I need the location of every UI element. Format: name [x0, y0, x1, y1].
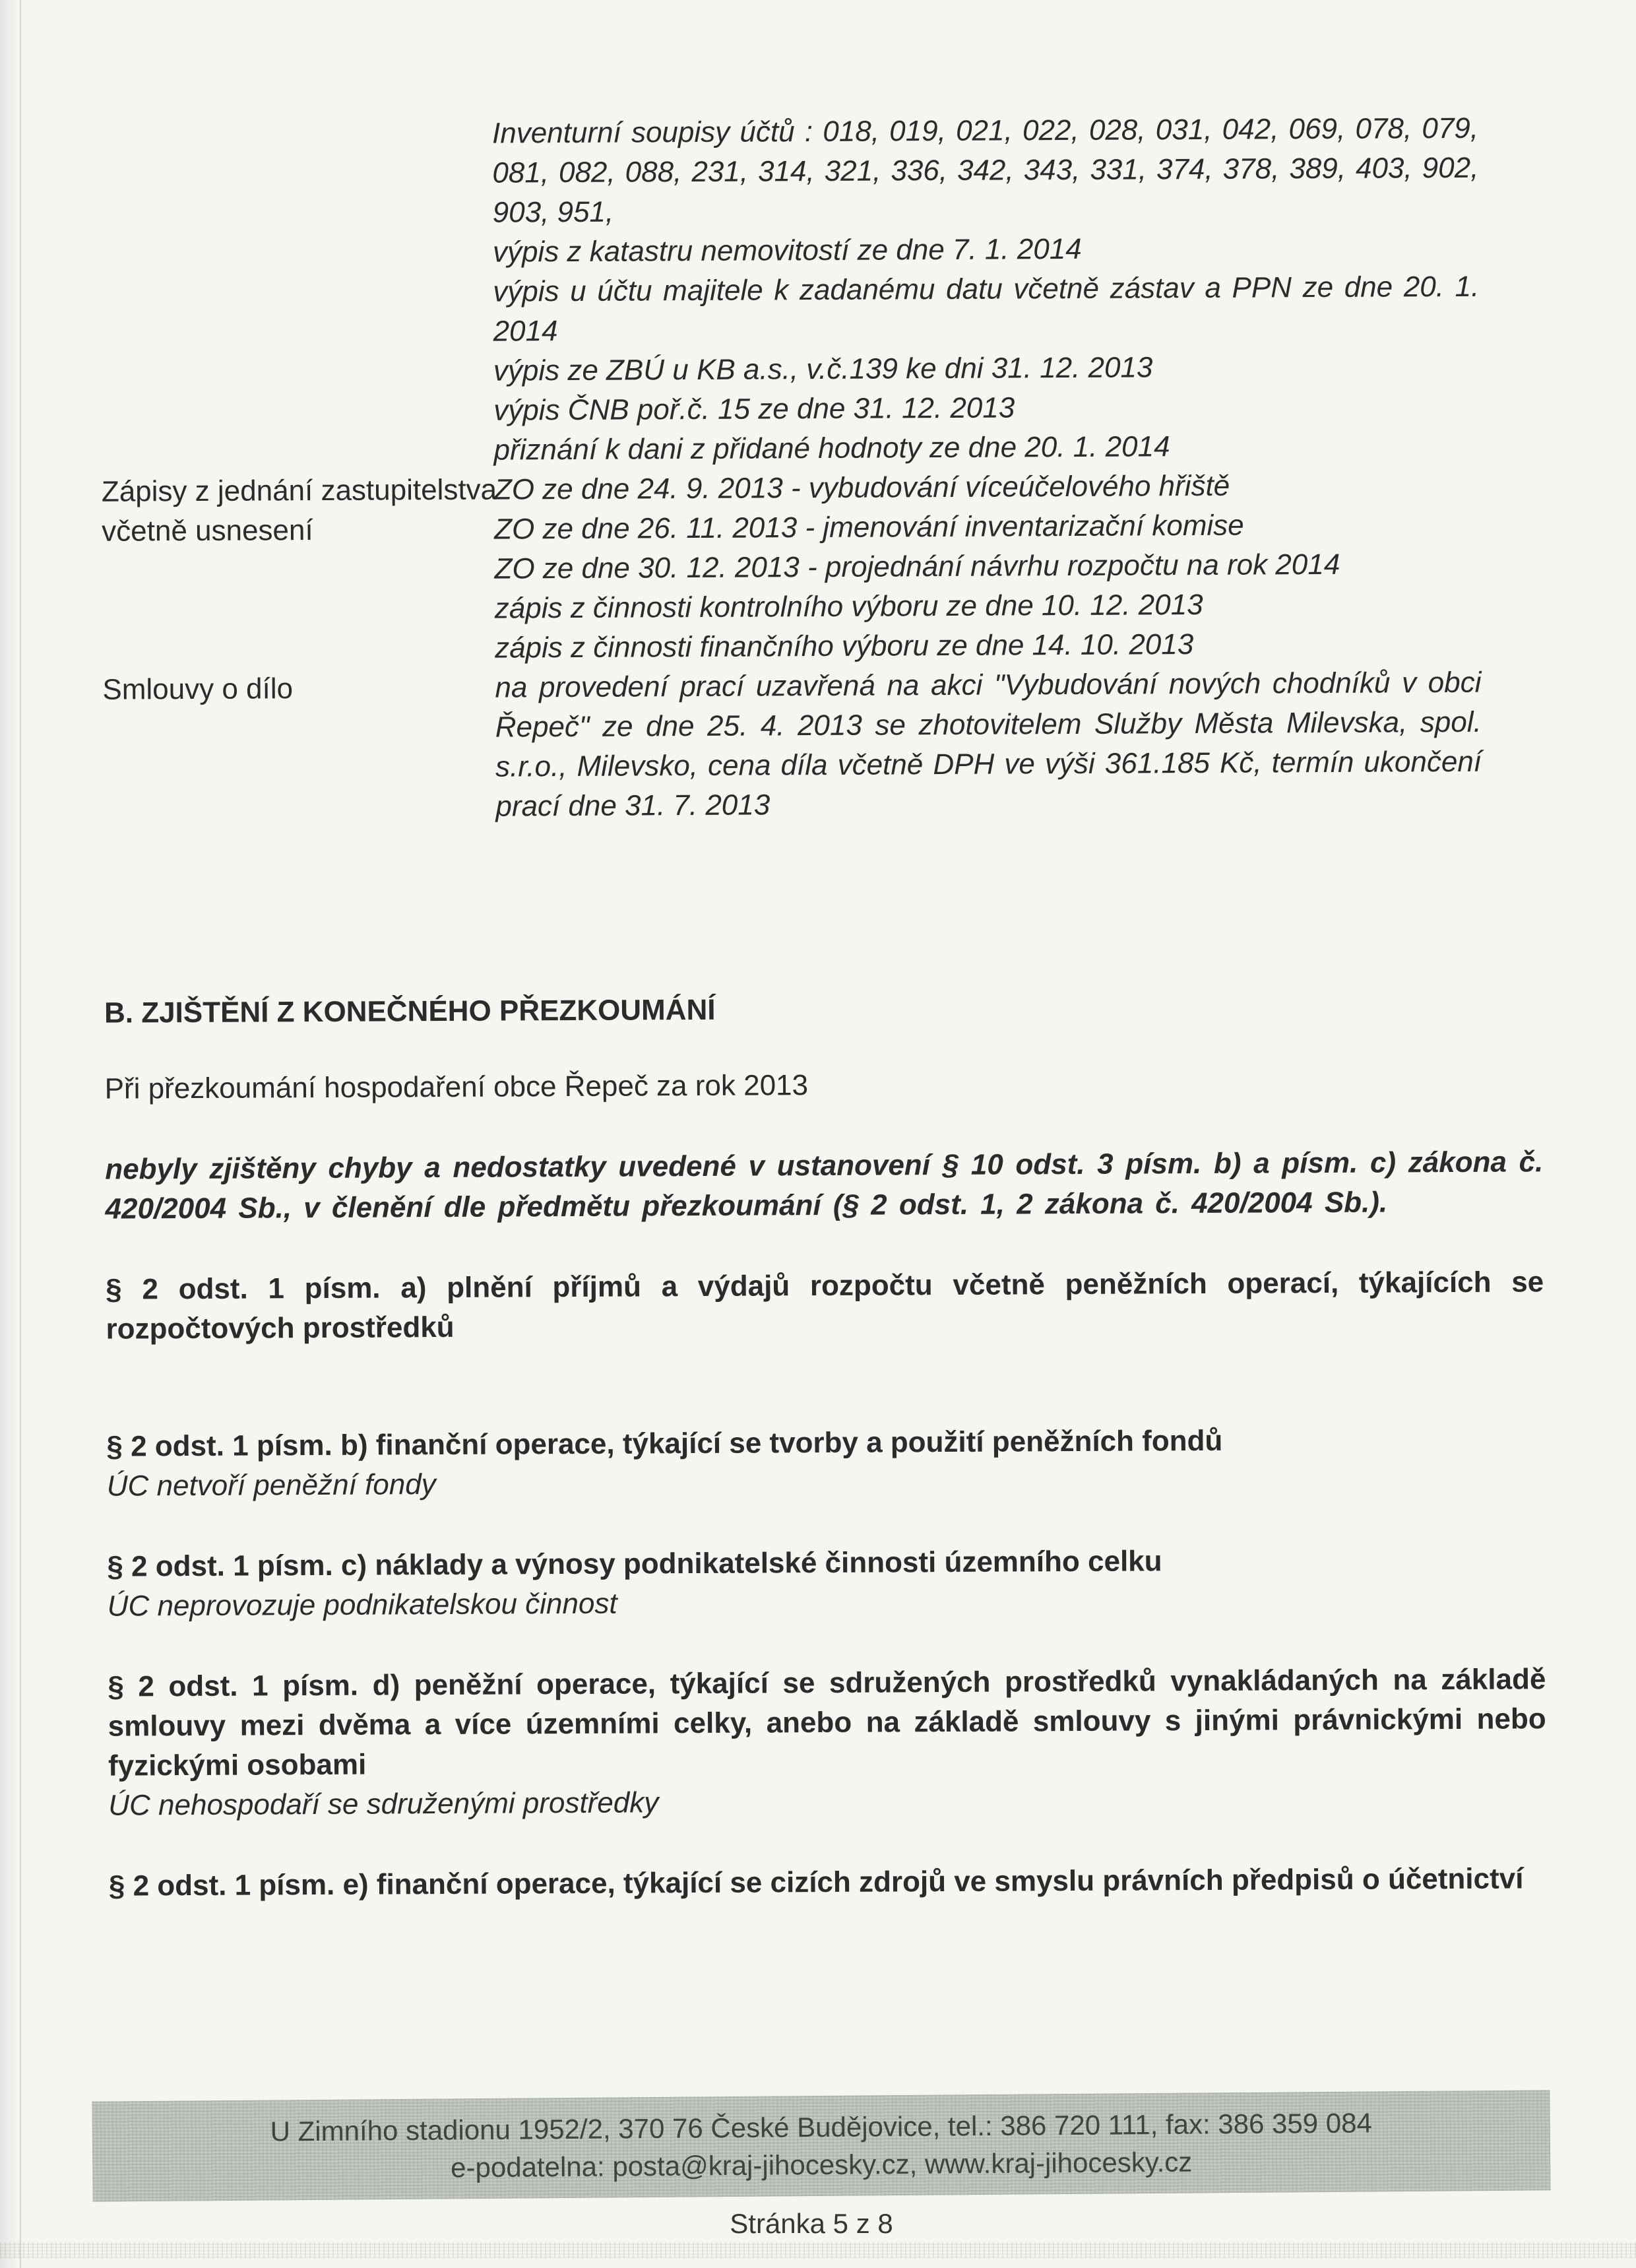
contract-entry: na provedení prací uzavřená na akci "Vybudování nových chodníků v obci Řepeč" ze dne 25. 4. 2013 se zhotovitelem Služby Města Milevska, spol. s.r.o., Milevsko, cena díla včetně DPH ve výši 361.185 Kč, termín ukončení prací dne 31. 7. 2013	[495, 666, 1482, 823]
council-minutes-label	[102, 470, 495, 670]
paragraph-d	[108, 1660, 1546, 1825]
paragraph-note: ÚC nehospodaří se sdruženými prostředky	[108, 1786, 659, 1822]
attachment-entry: výpis ČNB poř.č. 15 ze dne 31. 12. 2013	[493, 391, 1015, 427]
attachment-entry: výpis u účtu majitele k zadanému datu včetně zástav a PPN ze dne 20. 1. 2014	[493, 270, 1480, 348]
paragraph-note: ÚC netvoří peněžní fondy	[106, 1468, 436, 1503]
paragraph-e	[109, 1859, 1547, 1906]
page-number: Stránka 5 z 8	[730, 2208, 893, 2239]
contracts-label: Smlouvy o dílo	[102, 672, 294, 706]
paragraph-heading: § 2 odst. 1 písm. d) peněžní operace, týkající se sdružených prostředků vynakládaných na základě smlouvy mezi dvěma a více územními celky, anebo na základě smlouvy s jinými právnickými nebo fyzickými osobami	[108, 1663, 1546, 1782]
attachments-section	[100, 108, 1540, 472]
attachment-entry: Inventurní soupisy účtů : 018, 019, 021, 022, 028, 031, 042, 069, 078, 079, 081, 082, 088, 231, 314, 321, 336, 342, 343, 331, 374, 378, 389, 403, 902, 903, 951,	[491, 112, 1479, 229]
section-b-finding: nebyly zjištěny chyby a nedostatky uvedené v ustanovení § 10 odst. 3 písm. b) a písm. c) zákona č. 420/2004 Sb., v členění dle předmětu přezkoumání (§ 2 odst. 1, 2 zákona č. 420/2004 Sb.).	[105, 1146, 1544, 1225]
section-b-heading: B. ZJIŠTĚNÍ Z KONEČNÉHO PŘEZKOUMÁNÍ	[104, 993, 716, 1029]
council-minutes-label-line: včetně usnesení	[102, 514, 313, 548]
paragraph-a	[106, 1262, 1544, 1349]
council-entry: ZO ze dne 24. 9. 2013 - vybudování víceúčelového hřiště	[493, 469, 1230, 506]
attachment-entry: přiznání k dani z přidané hodnoty ze dne 20. 1. 2014	[493, 430, 1170, 467]
council-entry: zápis z činnosti finančního výboru ze dne 14. 10. 2013	[495, 628, 1194, 664]
section-b-intro: Při přezkoumání hospodaření obce Řepeč za rok 2013	[104, 1069, 809, 1105]
attachments-entries	[492, 109, 1480, 470]
attachment-entry: výpis z katastru nemovitostí ze dne 7. 1. 2014	[492, 232, 1082, 269]
footer-address-line: U Zimního stadionu 1952/2, 370 76 České Budějovice, tel.: 386 720 111, fax: 386 359 084	[270, 2107, 1373, 2147]
paragraph-heading: § 2 odst. 1 písm. b) finanční operace, týkající se tvorby a použití peněžních fondů	[106, 1424, 1223, 1463]
paragraph-note: ÚC neprovozuje podnikatelskou činnost	[107, 1587, 617, 1623]
paragraph-heading: § 2 odst. 1 písm. a) plnění příjmů a výdajů rozpočtu včetně peněžních operací, týkajících se rozpočtových prostředků	[106, 1266, 1544, 1345]
contracts-entries	[495, 663, 1482, 827]
paragraph-b	[106, 1419, 1545, 1506]
footer-contact-line: e-podatelna: posta@kraj-jihocesky.cz, www.kraj-jihocesky.cz	[450, 2146, 1193, 2184]
attachments-label-empty	[100, 114, 494, 472]
paragraph-heading: § 2 odst. 1 písm. e) finanční operace, týkající se cizích zdrojů ve smyslu právních předpisů o účetnictví	[108, 1862, 1524, 1902]
council-minutes-section	[102, 465, 1541, 670]
council-entry: ZO ze dne 26. 11. 2013 - jmenování inventarizační komise	[494, 509, 1244, 546]
paragraph-c	[107, 1539, 1546, 1626]
scan-noise-artifact	[0, 2242, 1636, 2258]
council-minutes-entries	[494, 465, 1482, 668]
attachment-entry: výpis ze ZBÚ u KB a.s., v.č.139 ke dni 31. 12. 2013	[493, 351, 1153, 387]
council-minutes-label-line: Zápisy z jednání zastupitelstva	[101, 473, 497, 508]
paragraph-heading: § 2 odst. 1 písm. c) náklady a výnosy podnikatelské činnosti územního celku	[107, 1545, 1162, 1583]
footer-address-band	[92, 2090, 1550, 2201]
contracts-section	[102, 663, 1541, 828]
council-entry: zápis z činnosti kontrolního výboru ze dne 10. 12. 2013	[494, 588, 1203, 625]
council-entry: ZO ze dne 30. 12. 2013 - projednání návrhu rozpočtu na rok 2014	[494, 548, 1340, 585]
